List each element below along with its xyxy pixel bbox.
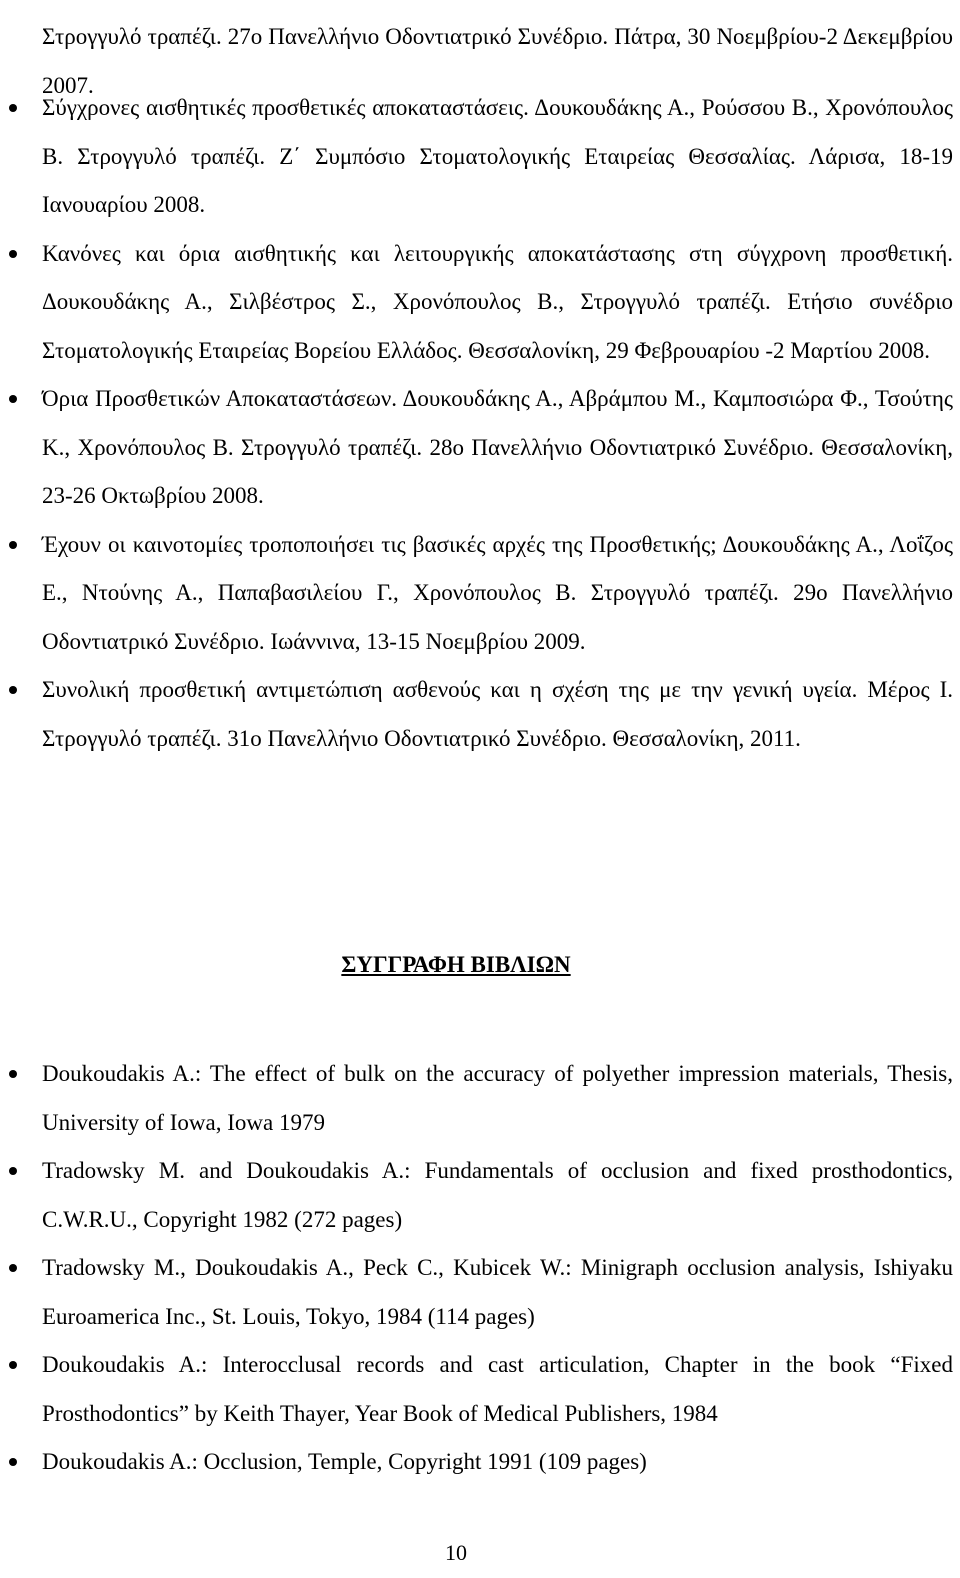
presentations-list bbox=[42, 84, 953, 763]
list-item: Συνολική προσθετική αντιμετώπιση ασθενούς και η σχέση της με την γενική υγεία. Μέρος Ι. Στρογγυλό τραπέζι. 31ο Πανελλήνιο Οδοντιατρικό Συνέδριο. Θεσσαλονίκη, 2011. bbox=[42, 666, 953, 763]
list-item: Doukoudakis A.: Occlusion, Temple, Copyright 1991 (109 pages) bbox=[42, 1438, 953, 1487]
books-list bbox=[42, 1050, 953, 1487]
section-heading-books: ΣΥΓΓΡΑΦΗ ΒΙΒΛΙΩΝ bbox=[341, 952, 571, 977]
list-item: Έχουν οι καινοτομίες τροποποιήσει τις βασικές αρχές της Προσθετικής; Δουκουδάκης Α., Λοΐζος Ε., Ντούνης Α., Παπαβασιλείου Γ., Χρονόπουλος Β. Στρογγυλό τραπέζι. 29ο Πανελλήνιο Οδοντιατρικό Συνέδριο. Ιωάννινα, 13-15 Νοεμβρίου 2009. bbox=[42, 521, 953, 667]
list-item: Tradowsky M., Doukoudakis A., Peck C., Kubicek W.: Minigraph occlusion analysis, Ishiyaku Euroamerica Inc., St. Louis, Tokyo, 1984 (114 pages) bbox=[42, 1244, 953, 1341]
page-number: 10 bbox=[445, 1540, 467, 1565]
list-item: Tradowsky M. and Doukoudakis A.: Fundamentals of occlusion and fixed prosthodontics, C.W.R.U., Copyright 1982 (272 pages) bbox=[42, 1147, 953, 1244]
list-item: Σύγχρονες αισθητικές προσθετικές αποκαταστάσεις. Δουκουδάκης Α., Ρούσσου Β., Χρονόπουλος Β. Στρογγυλό τραπέζι. Ζ΄ Συμπόσιο Στοματολογικής Εταιρείας Θεσσαλίας. Λάρισα, 18-19 Ιανουαρίου 2008. bbox=[42, 84, 953, 230]
list-item: Κανόνες και όρια αισθητικής και λειτουργικής αποκατάστασης στη σύγχρονη προσθετική. Δουκουδάκης Α., Σιλβέστρος Σ., Χρονόπουλος Β., Στρογγυλό τραπέζι. Ετήσιο συνέδριο Στοματολογικής Εταιρείας Βορείου Ελλάδος. Θεσσαλονίκη, 29 Φεβρουαρίου -2 Μαρτίου 2008. bbox=[42, 230, 953, 376]
list-item: Όρια Προσθετικών Αποκαταστάσεων. Δουκουδάκης Α., Αβράμπου Μ., Καμποσιώρα Φ., Τσούτης Κ., Χρονόπουλος Β. Στρογγυλό τραπέζι. 28ο Πανελλήνιο Οδοντιατρικό Συνέδριο. Θεσσαλονίκη, 23-26 Οκτωβρίου 2008. bbox=[42, 375, 953, 521]
intro-continuation: Στρογγυλό τραπέζι. 27ο Πανελλήνιο Οδοντιατρικό Συνέδριο. Πάτρα, 30 Νοεμβρίου-2 Δεκεμβρίου 2007. bbox=[42, 24, 953, 98]
list-item: Doukoudakis A.: Interocclusal records and cast articulation, Chapter in the book “Fixed Prosthodontics” by Keith Thayer, Year Book of Medical Publishers, 1984 bbox=[42, 1341, 953, 1438]
list-item: Doukoudakis A.: The effect of bulk on the accuracy of polyether impression materials, Thesis, University of Iowa, Iowa 1979 bbox=[42, 1050, 953, 1147]
